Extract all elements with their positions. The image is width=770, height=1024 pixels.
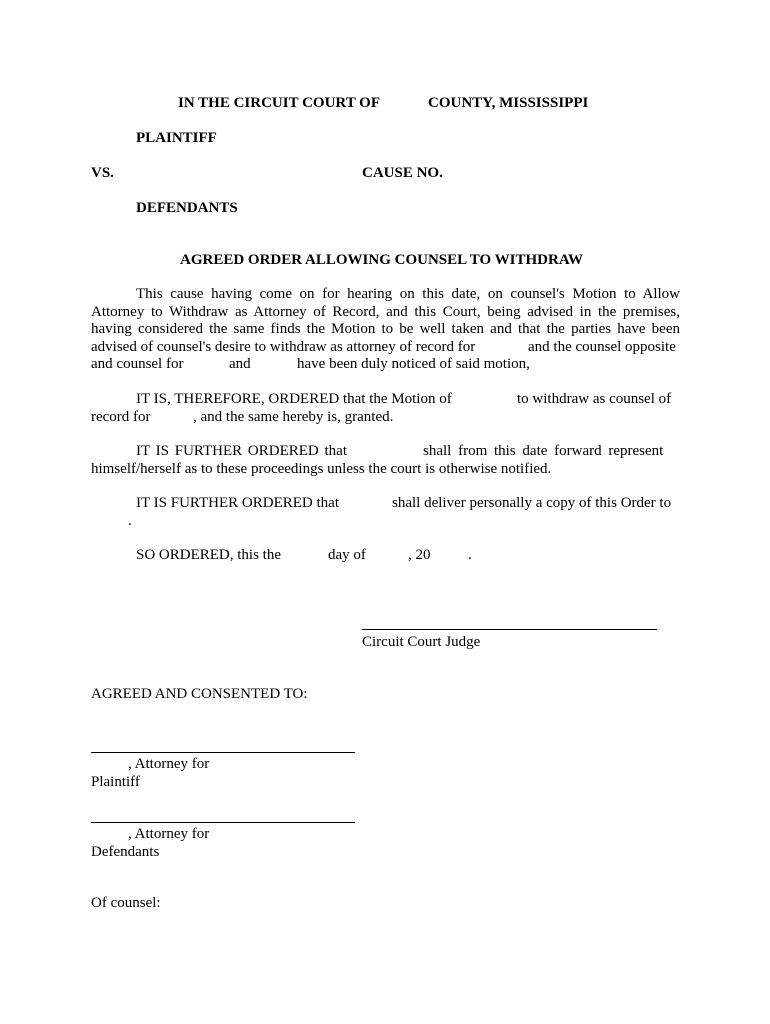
versus-label: VS. [91,165,114,181]
para1-line4-end: and the counsel opposite [528,338,676,355]
para1-line1: This cause having come on for hearing on this date, on counsel's Motion to Allow [136,286,680,302]
court-name-prefix: IN THE CIRCUIT COURT OF [178,95,381,111]
para2-line1-end: to withdraw as counsel of [517,391,672,407]
para2-line2-start: record for [91,408,151,425]
year-prefix: , 20 [408,547,431,563]
para3-line2: himself/herself as to these proceedings unless the court is otherwise notified. [91,460,552,477]
day-of-label: day of [328,547,366,563]
defendants-attorney-label: , Attorney for [128,826,210,842]
para1-line5-start: and counsel for [91,356,184,372]
para1-line4-start: advised of counsel's desire to withdraw as attorney of record for [91,338,476,355]
of-counsel-label: Of counsel: [91,895,161,911]
judge-label: Circuit Court Judge [362,634,481,650]
so-ordered-period: . [468,547,472,563]
document-title: AGREED ORDER ALLOWING COUNSEL TO WITHDRAW [180,252,584,268]
defendants-attorney-signature-line [91,822,355,823]
plaintiff-label: PLAINTIFF [136,130,217,146]
judge-signature-line [362,629,657,630]
para1-line5-and: and [229,356,251,372]
defendants-label-signature: Defendants [91,843,160,860]
plaintiff-attorney-signature-line [91,752,355,753]
para3-line1-end: shall from this date forward represent [423,443,664,459]
plaintiff-attorney-label: , Attorney for [128,756,210,772]
county-suffix: COUNTY, MISSISSIPPI [428,95,589,111]
so-ordered-prefix: SO ORDERED, this the [136,547,282,563]
para4-line2: . [128,512,132,529]
para4-line1-end: shall deliver personally a copy of this Order to [392,495,672,511]
para1-line3: having considered the same finds the Motion to be well taken and that the parties have been [91,321,680,337]
para2-line1-start: IT IS, THEREFORE, ORDERED that the Motion of [136,391,452,407]
agreed-heading: AGREED AND CONSENTED TO: [91,686,308,702]
cause-number-label: CAUSE NO. [362,165,443,181]
para1-line2: Attorney to Withdraw as Attorney of Record, and this Court, being advised in the premises, [91,303,680,320]
para2-line2-end: , and the same hereby is, granted. [193,408,394,425]
para3-line1-start: IT IS FURTHER ORDERED that [136,443,347,459]
para4-line1-start: IT IS FURTHER ORDERED that [136,495,339,511]
para1-line5-end: have been duly noticed of said motion, [297,356,530,372]
plaintiff-label-signature: Plaintiff [91,773,140,790]
defendants-label: DEFENDANTS [136,200,238,216]
